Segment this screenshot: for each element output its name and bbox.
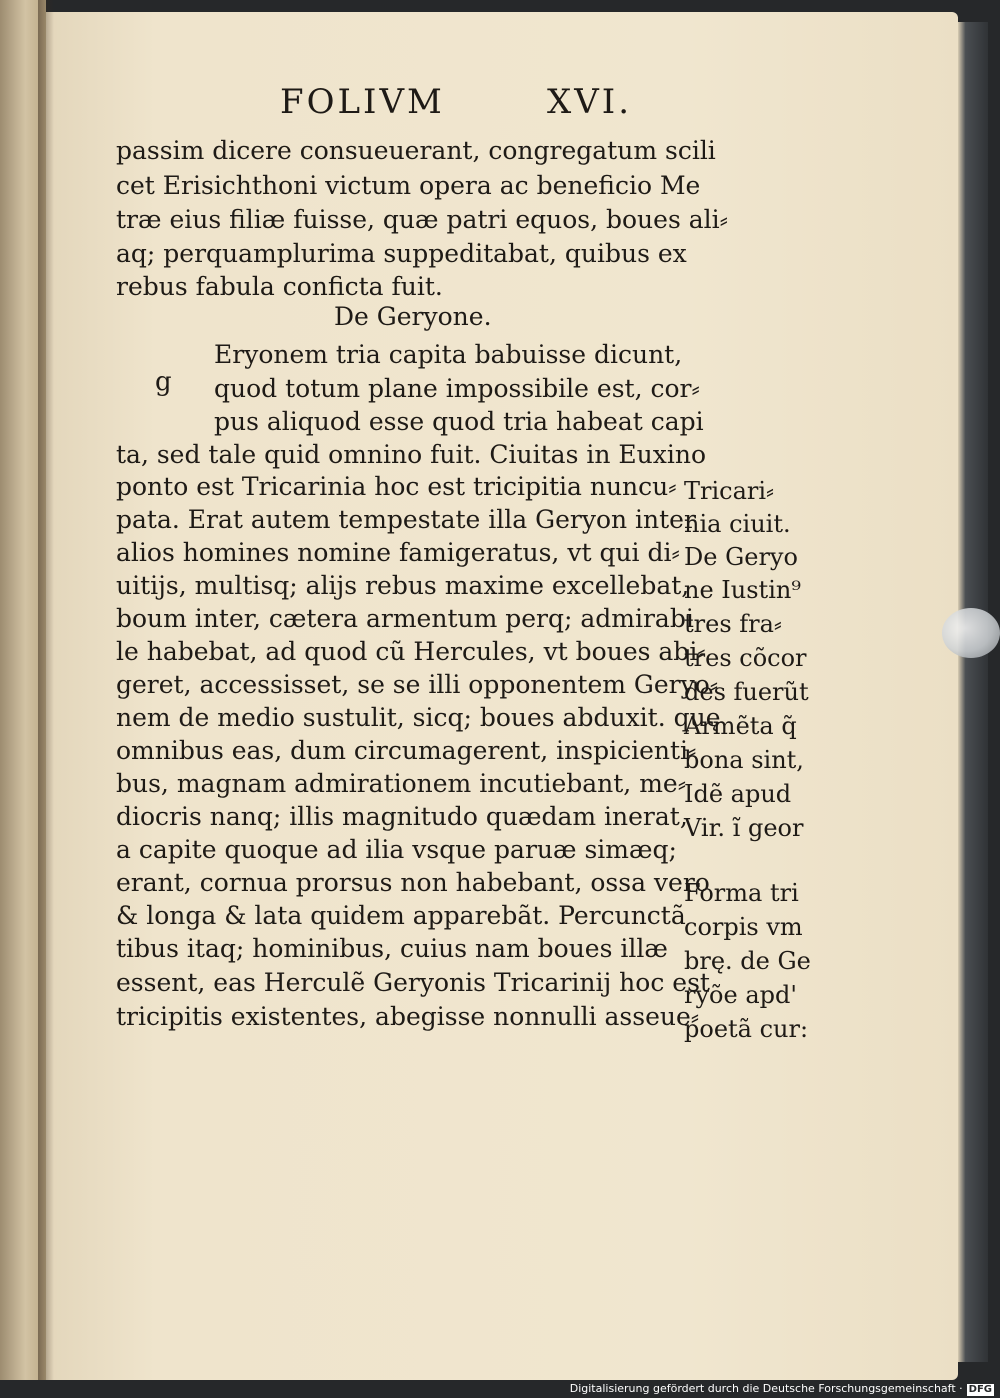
margin-note: poetã cur:	[684, 1015, 809, 1043]
text-line: boum inter, cætera armentum perq; admirabi	[116, 604, 694, 633]
margin-note: Tricari⸗	[684, 477, 775, 505]
margin-note: tres cõcor	[684, 644, 807, 672]
text-line: aq; perquamplurima suppeditabat, quibus ex	[116, 239, 687, 268]
text-line: & longa & lata quidem apparebãt. Percunctã	[116, 901, 686, 930]
text-line: tricipitis existentes, abegisse nonnulli asseue⸗	[116, 1002, 700, 1031]
text-line: cet Erisichthoni victum opera ac beneficio Me	[116, 171, 701, 200]
margin-note: corpis vm	[684, 913, 803, 941]
text-line: ta, sed tale quid omnino fuit. Ciuitas in Euxino	[116, 440, 706, 469]
credit-text: Digitalisierung gefördert durch die Deutsche Forschungsgemeinschaft ·	[569, 1382, 963, 1395]
digitization-credit	[570, 1382, 994, 1396]
text-line: essent, eas Herculẽ Geryonis Tricarinij hoc est	[116, 968, 710, 997]
text-line: passim dicere consueuerant, congregatum scili	[116, 136, 716, 165]
margin-note: bona sint,	[684, 746, 804, 774]
text-line: pata. Erat autem tempestate illa Geryon inter	[116, 505, 696, 534]
header-folium: FOLIVM	[280, 82, 445, 122]
text-line: Eryonem tria capita babuisse dicunt,	[214, 340, 683, 369]
initial-guide-letter: g	[155, 367, 172, 397]
margin-note: brę. de Ge	[684, 947, 811, 975]
text-line: træ eius filiæ fuisse, quæ patri equos, boues ali⸗	[116, 205, 728, 234]
text-line: nem de medio sustulit, sicq; boues abduxit. quę	[116, 703, 721, 732]
text-line: omnibus eas, dum circumagerent, inspicienti⸗	[116, 736, 697, 765]
text-line: pus aliquod esse quod tria habeat capi	[214, 407, 704, 436]
margin-note: Forma tri	[684, 879, 799, 907]
margin-note: Vir. ĩ geor	[684, 814, 804, 842]
running-header	[280, 82, 640, 128]
text-line: quod totum plane impossibile est, cor⸗	[214, 374, 700, 403]
folio-number: XVI.	[547, 82, 632, 122]
margin-note: ryõe apd'	[684, 981, 797, 1009]
text-line: rebus fabula conficta fuit.	[116, 272, 443, 301]
page-fore-edge	[958, 22, 988, 1362]
margin-note: Armẽta q̃	[684, 712, 797, 740]
text-line: alios homines nomine famigeratus, vt qui di⸗	[116, 538, 680, 567]
text-line: bus, magnam admirationem incutiebant, me⸗	[116, 769, 687, 798]
margin-note: ne Iustin⁹	[684, 576, 801, 604]
margin-note: De Geryo	[684, 543, 798, 571]
text-line: uitijs, multisq; alijs rebus maxime excellebat,	[116, 571, 690, 600]
text-line: a capite quoque ad ilia vsque paruæ simæq;	[116, 835, 677, 864]
margin-note: Idẽ apud	[684, 780, 792, 808]
text-line: tibus itaq; hominibus, cuius nam boues illæ	[116, 934, 668, 963]
margin-note: nia ciuit.	[684, 510, 791, 538]
spine-shadow	[38, 0, 54, 1380]
text-line: erant, cornua prorsus non habebant, ossa vero	[116, 868, 710, 897]
page-clip	[942, 608, 1000, 658]
margin-note: tres fra⸗	[684, 610, 782, 638]
section-heading: De Geryone.	[334, 302, 492, 331]
margin-note: des fuerũt	[684, 678, 809, 706]
text-line: ponto est Tricarinia hoc est tricipitia nuncu⸗	[116, 472, 677, 501]
text-line: geret, accessisset, se se illi opponentem Geryo⸗	[116, 670, 719, 699]
dfg-logo: DFG	[968, 1384, 992, 1395]
text-line: le habebat, ad quod cũ Hercules, vt boues abi⸗	[116, 637, 706, 666]
text-line: diocris nanq; illis magnitudo quædam inerat,	[116, 802, 688, 831]
